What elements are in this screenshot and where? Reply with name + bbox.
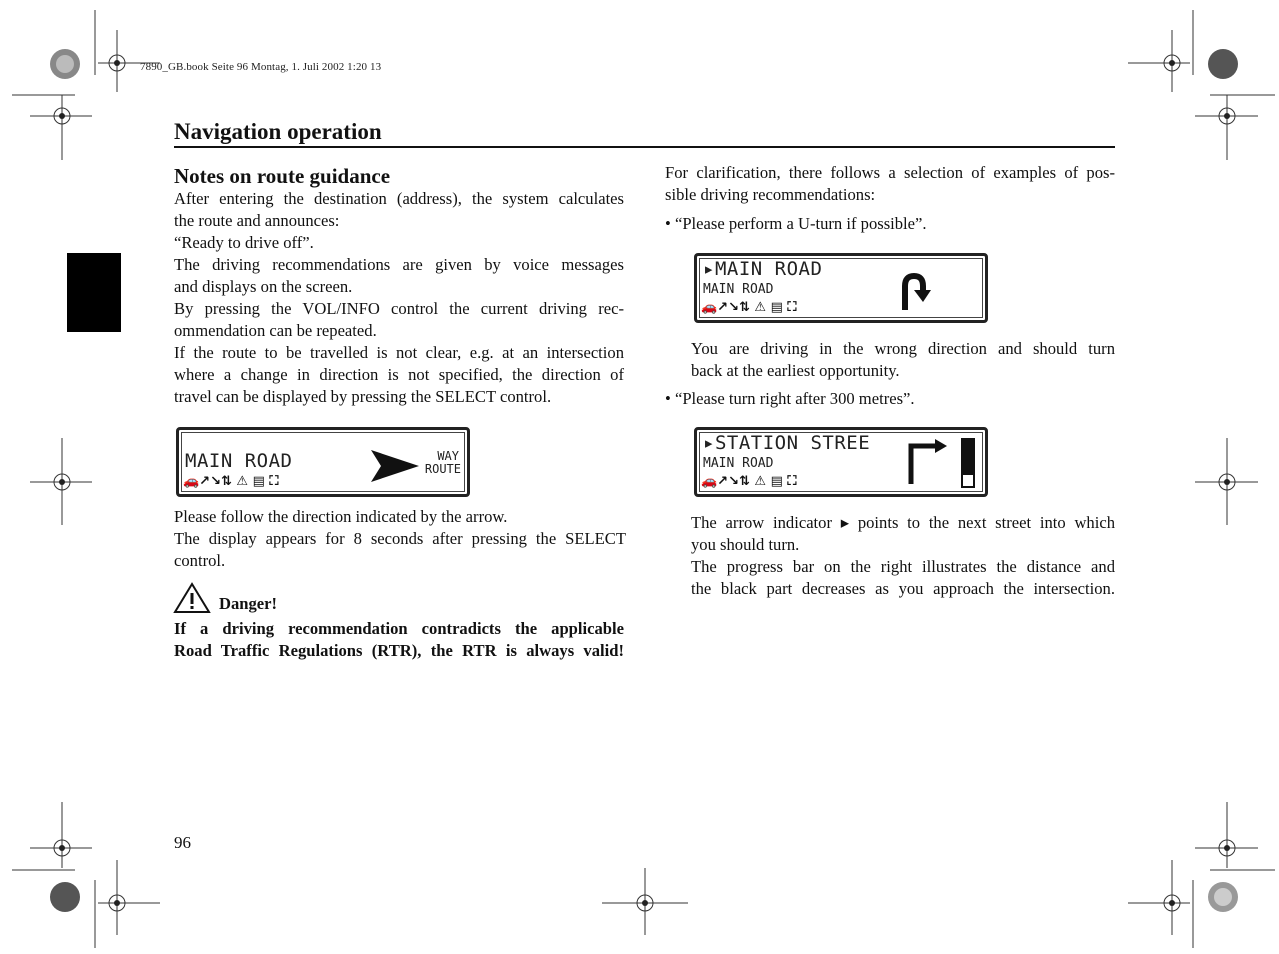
chapter-tab-marker: [67, 253, 121, 332]
text-line: where a change in direction is not specified, the direction of: [174, 365, 624, 384]
section-heading: Notes on route guidance: [174, 164, 391, 188]
text-line: By pressing the VOL/INFO control the current driving rec-: [174, 299, 624, 318]
lcd-street-name: ▸STATION STREE: [703, 432, 871, 454]
status-icons: 🚗↗↘⇅ ⚠ ▤ ⛶: [701, 300, 797, 315]
text-line: Road Traffic Regulations (RTR), the RTR is always valid!: [174, 641, 624, 660]
text-line: and displays on the screen.: [174, 277, 353, 296]
lcd-street-name: ▸MAIN ROAD: [703, 258, 823, 280]
text-line: The arrow indicator ▸ points to the next street into which: [691, 513, 1115, 532]
turn-right-description: [691, 512, 1115, 600]
text-line: the black part decreases as you approach the intersection.: [691, 579, 1115, 598]
status-icons: 🚗↗↘⇅ ⚠ ▤ ⛶: [701, 474, 797, 489]
text-line: back at the earliest opportunity.: [691, 361, 900, 380]
danger-title: Danger!: [219, 594, 278, 613]
lcd-display-turn-right: [694, 427, 988, 497]
text-line: the route and announces:: [174, 211, 340, 230]
text-line: If the route to be travelled is not clear, e.g. at an intersection: [174, 343, 624, 362]
lcd-current-road: MAIN ROAD: [703, 282, 774, 297]
lcd-street-name: MAIN ROAD: [185, 450, 293, 472]
text-line: sible driving recommendations:: [665, 185, 876, 204]
lcd-current-road: MAIN ROAD: [703, 456, 774, 471]
text-line: travel can be displayed by pressing the SELECT control.: [174, 387, 552, 406]
page-number: 96: [174, 833, 191, 852]
distance-progress-bar: [961, 438, 975, 488]
text-line: “Ready to drive off”.: [174, 233, 314, 252]
text-line: you should turn.: [691, 535, 800, 554]
text-line: You are driving in the wrong direction and should turn: [691, 339, 1115, 358]
progress-fill: [963, 440, 973, 475]
text-line: Please follow the direction indicated by the arrow.: [174, 507, 508, 526]
turn-right-arrow-icon: [907, 438, 947, 484]
text-line: The driving recommendations are given by voice messages: [174, 255, 624, 274]
lcd-display-way-route: [176, 427, 470, 497]
danger-text: [174, 618, 624, 662]
lcd-route-label: ROUTE: [424, 462, 461, 476]
examples-intro: [665, 162, 1115, 206]
book-info-header: 7890_GB.book Seite 96 Montag, 1. Juli 2002 1:20 13: [140, 61, 382, 73]
direction-arrow-icon: [371, 450, 419, 482]
text-line: For clarification, there follows a selection of examples of pos-: [665, 163, 1115, 182]
u-turn-arrow-icon: [897, 272, 931, 310]
title-rule: [174, 146, 1115, 148]
text-line: The display appears for 8 seconds after pressing the SELECT: [174, 529, 626, 548]
text-line: After entering the destination (address), the system calculates: [174, 189, 624, 208]
text-line: control.: [174, 551, 226, 570]
lcd-way-label: WAY: [437, 449, 459, 463]
text-line: The progress bar on the right illustrates the distance and: [691, 557, 1115, 576]
intro-paragraph: [174, 188, 624, 408]
lcd-display-uturn: [694, 253, 988, 323]
example-turn-right-bullet: • “Please turn right after 300 metres”.: [665, 389, 915, 408]
text-line: ommendation can be repeated.: [174, 321, 377, 340]
follow-arrow-paragraph: [174, 506, 626, 572]
example-uturn-bullet: • “Please perform a U-turn if possible”.: [665, 214, 927, 233]
text-line: If a driving recommendation contradicts the applicable: [174, 619, 624, 638]
uturn-description: [691, 338, 1115, 382]
warning-triangle-icon: [173, 582, 211, 614]
page-title: Navigation operation: [174, 119, 382, 144]
status-icons: 🚗↗↘⇅ ⚠ ▤ ⛶: [183, 474, 279, 489]
